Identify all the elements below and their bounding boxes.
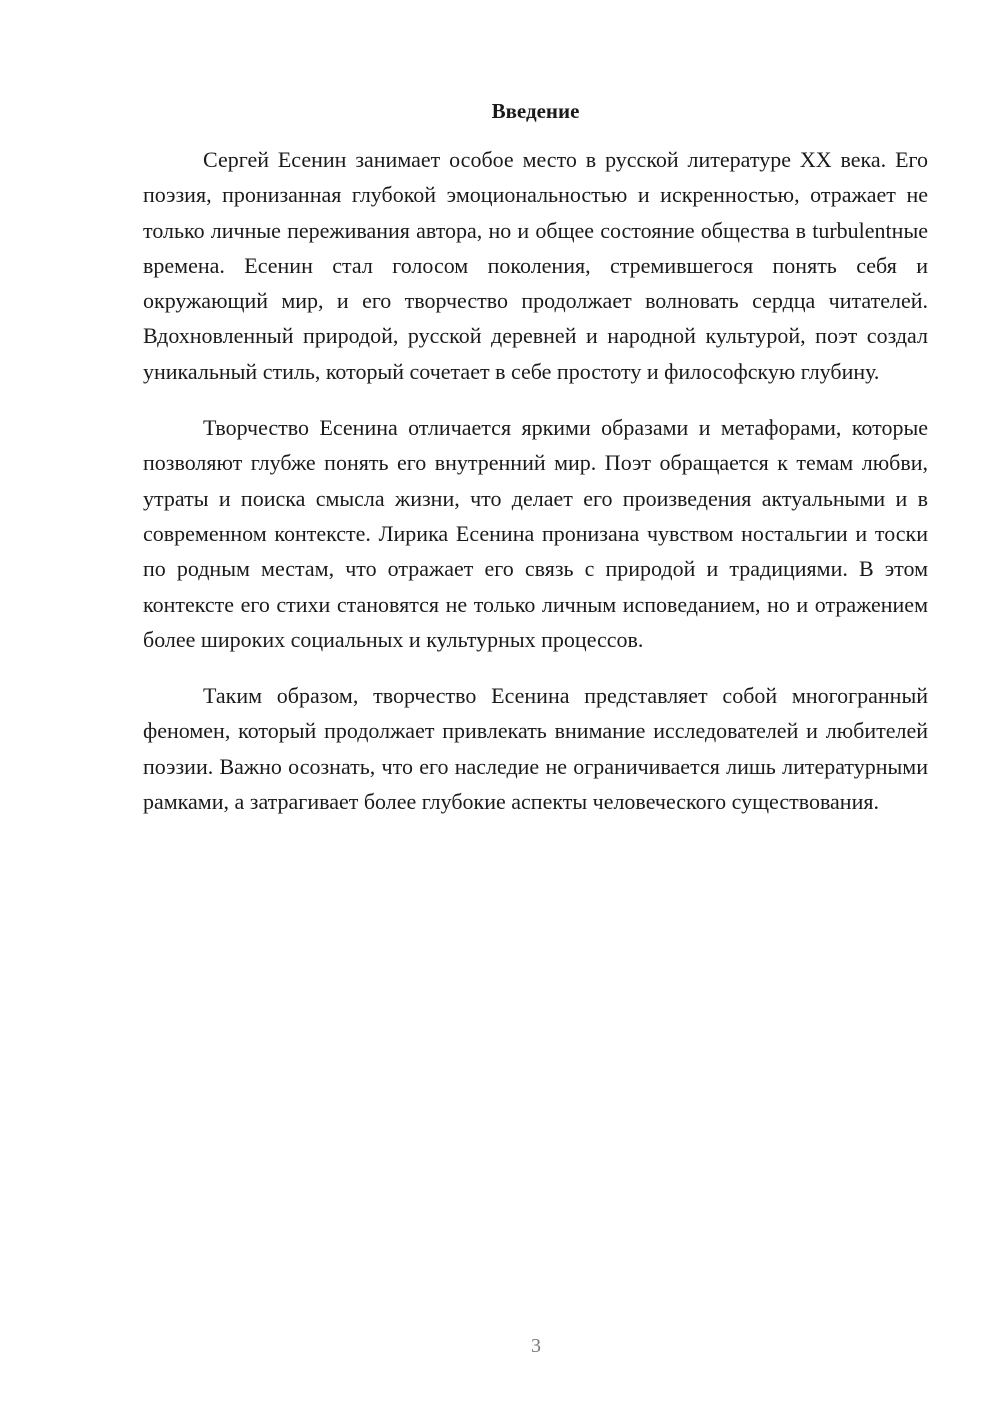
page-title: Введение xyxy=(491,99,580,123)
paragraph-2: Творчество Есенина отличается яркими образами и метафорами, которые позволяют глубже понять его внутренний мир. Поэт обращается к темам любви, утраты и поиска смысла жизни, что делает его произведения актуальными и в современном контексте. Лирика Есенина пронизана чувством ностальгии и тоски по родным местам, что отражает его связь с природой и традициями. В этом контексте его стихи становятся не только личным исповеданием, но и отражением более широких социальных и культурных процессов. xyxy=(143,415,928,652)
document-body xyxy=(143,142,928,819)
paragraph-3: Таким образом, творчество Есенина представляет собой многогранный феномен, который продолжает привлекать внимание исследователей и любителей поэзии. Важно осознать, что его наследие не ограничивается лишь литературными рамками, а затрагивает более глубокие аспекты человеческого существования. xyxy=(143,683,928,815)
paragraph-1: Сергей Есенин занимает особое место в русской литературе XX века. Его поэзия, пронизанная глубокой эмоциональностью и искренностью, отражает не только личные переживания автора, но и общее состояние общества в turbulentные времена. Есенин стал голосом поколения, стремившегося понять себя и окружающий мир, и его творчество продолжает волновать сердца читателей. Вдохновленный природой, русской деревней и народной культурой, поэт создал уникальный стиль, который сочетает в себе простоту и философскую глубину. xyxy=(143,147,928,384)
page-number: 3 xyxy=(531,1335,541,1357)
